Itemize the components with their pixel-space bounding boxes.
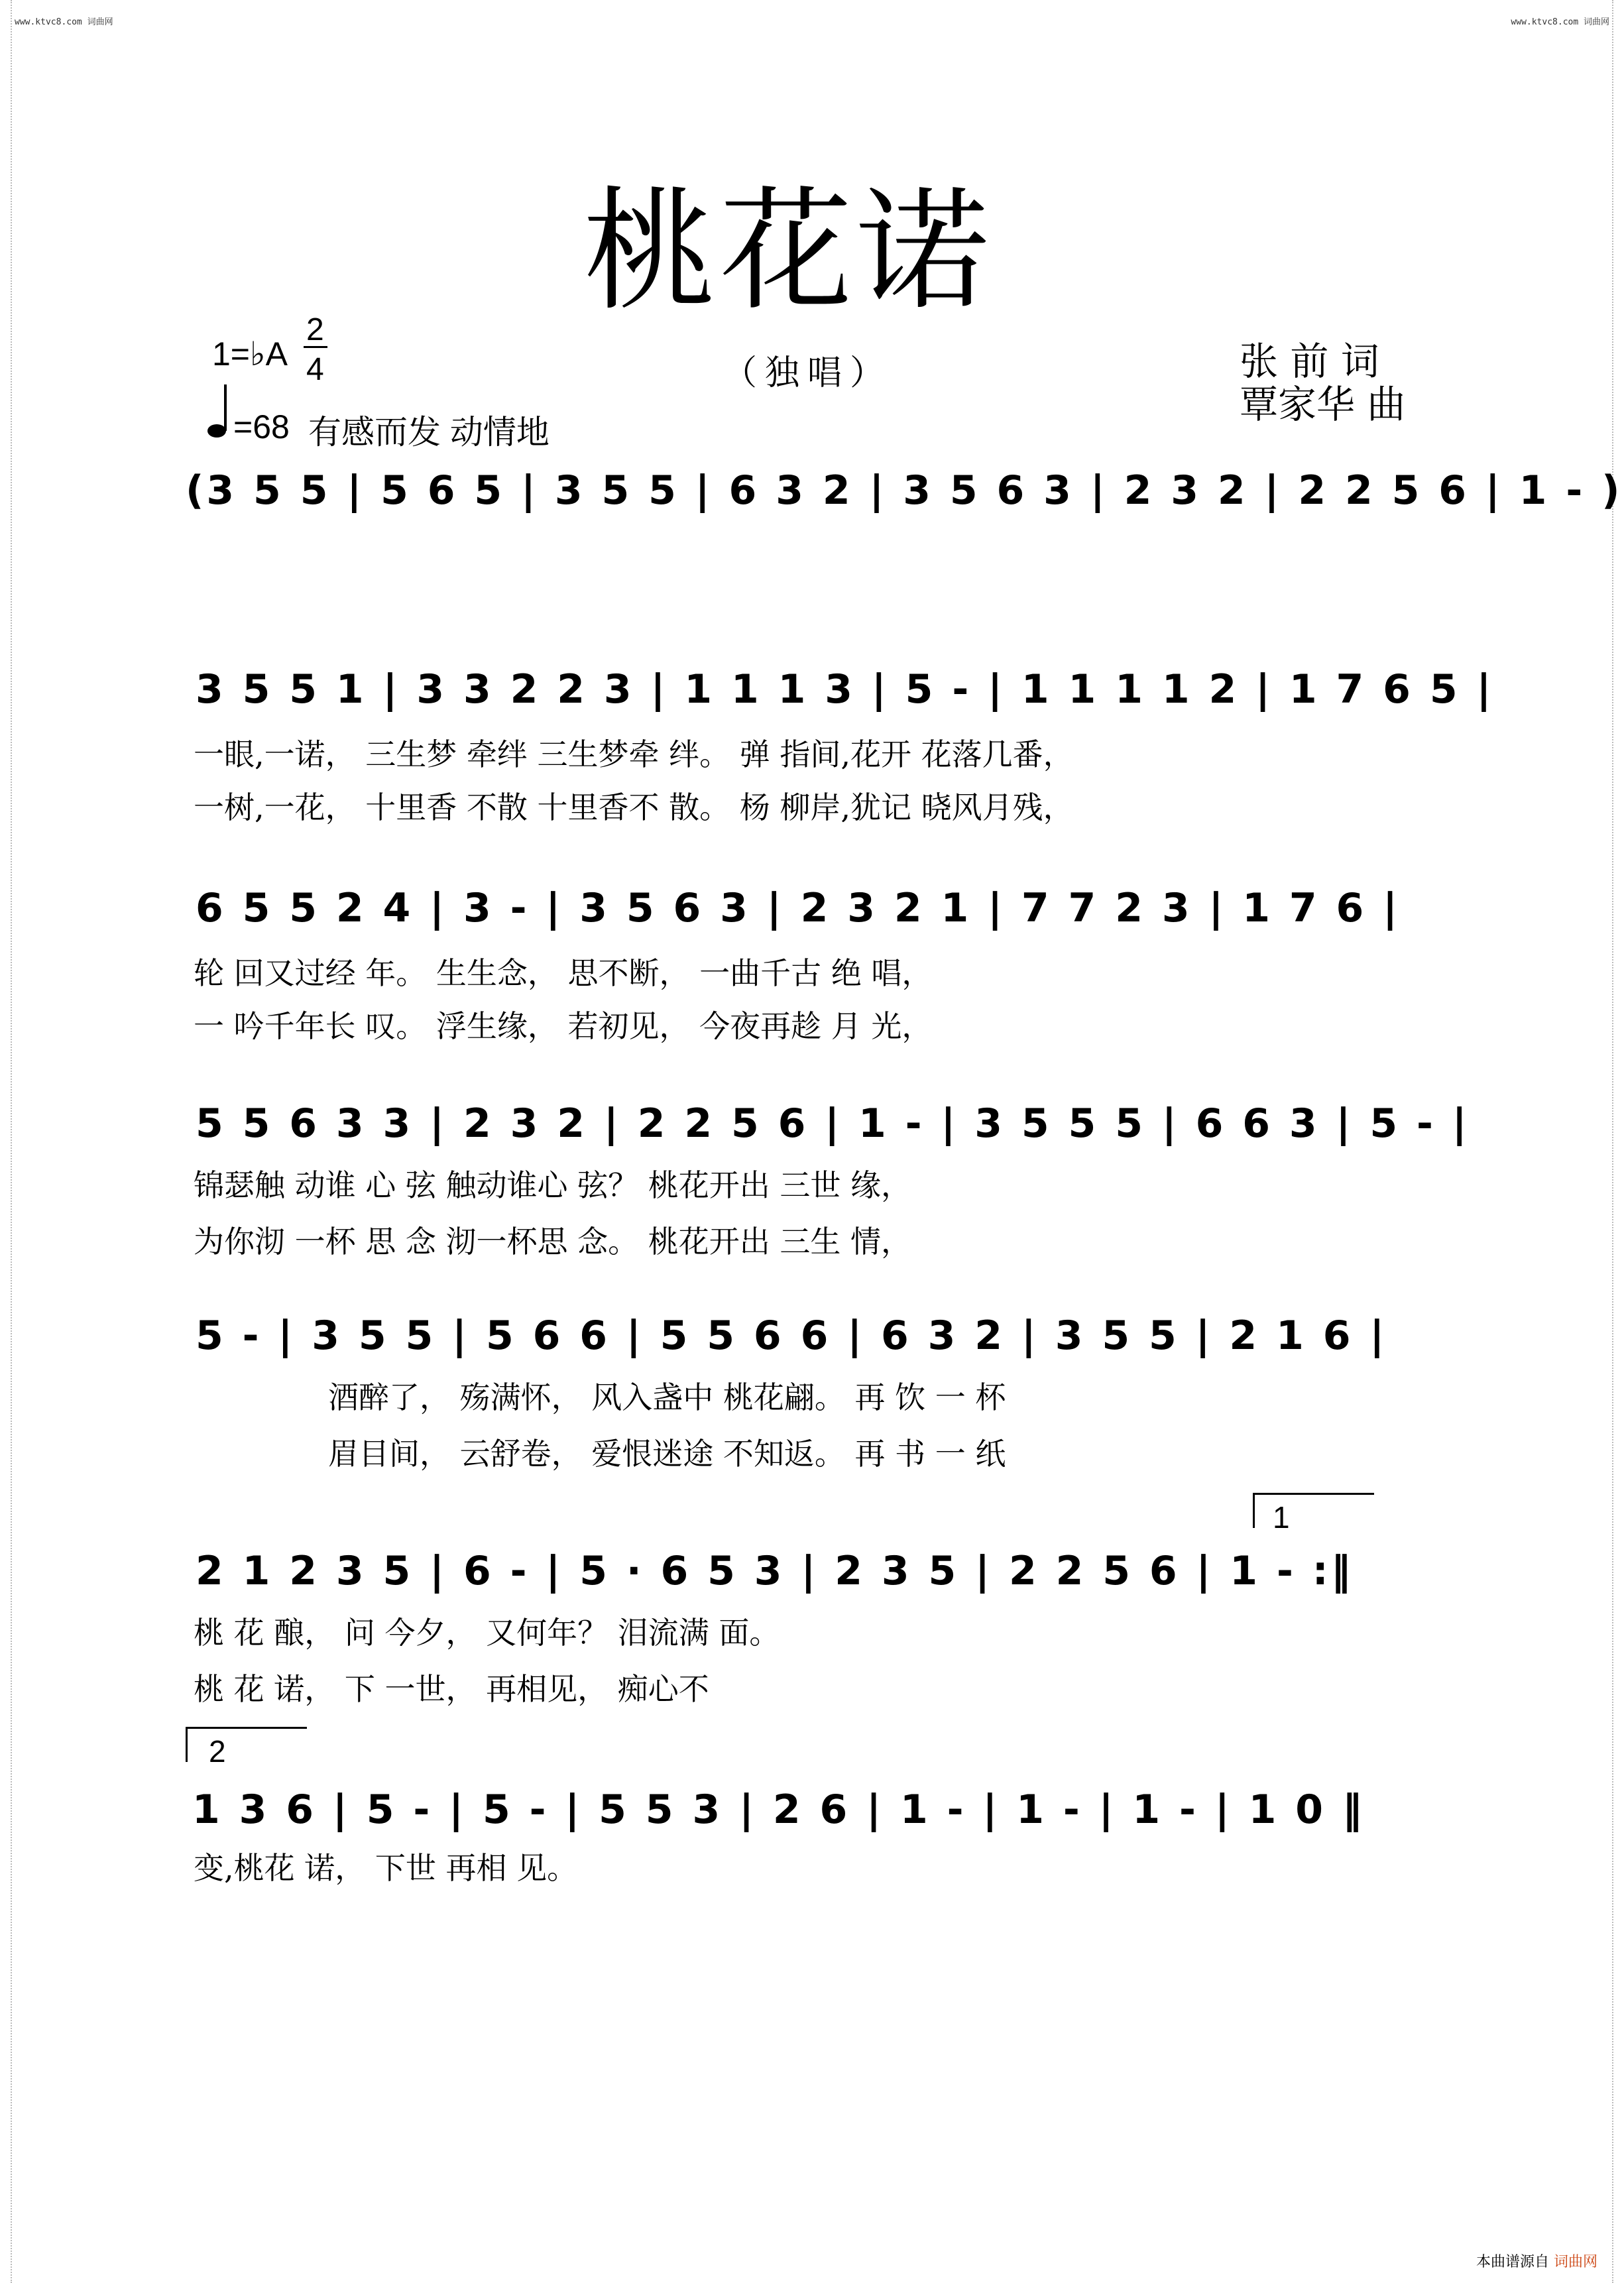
composer-credit: 覃家华 曲	[1240, 382, 1406, 427]
notation-line-3: 5 5 6 3 3 | 2 3 2 | 2 2 5 6 | 1 - | 3 5 5 5 | 6 6 3 | 5 - |	[196, 1100, 1470, 1147]
quarter-note-icon	[207, 381, 233, 441]
lyricist-credit: 张 前 词	[1240, 339, 1379, 384]
left-margin-strip	[0, 0, 12, 2283]
song-subtitle: （独唱）	[723, 353, 893, 393]
lyrics-verse1-line-4: 酒醉了， 殇满怀， 风入盏中 桃花翩。 再 饮 一 杯	[328, 1379, 1006, 1415]
notation-line-4: 5 - | 3 5 5 | 5 6 6 | 5 5 6 6 | 6 3 2 | 3 5 5 | 2 1 6 |	[196, 1313, 1387, 1359]
volta-label-1: 1	[1273, 1500, 1290, 1535]
site-watermark-right: www.ktvc8.com 词曲网	[1511, 17, 1609, 27]
footer-brand: 词曲网	[1553, 2254, 1597, 2270]
lyrics-verse1-line-2: 轮 回又过经 年。 生生念， 思不断， 一曲千古 绝 唱，	[194, 955, 933, 991]
volta-label-2: 2	[209, 1734, 226, 1769]
lyrics-verse1-line-3: 锦瑟触 动谁 心 弦 触动谁心 弦？ 桃花开出 三世 缘，	[194, 1167, 911, 1203]
volta-bracket-1	[1253, 1493, 1374, 1528]
tempo-marking: =68	[233, 408, 290, 445]
lyrics-verse2-line-5: 桃 花 诺， 下 一世， 再相见， 痴心不	[194, 1671, 709, 1707]
lyrics-verse2-line-2: 一 吟千年长 叹。 浮生缘， 若初见， 今夜再趁 月 光，	[194, 1008, 933, 1044]
lyrics-verse1-line-6: 变,桃花 诺， 下世 再相 见。	[194, 1850, 578, 1886]
song-title: 桃花诺	[583, 174, 994, 329]
right-margin-strip	[1612, 0, 1624, 2283]
lyrics-verse1-line-1: 一眼,一诺， 三生梦 牵绊 三生梦牵 绊。 弹 指间,花开 花落几番，	[194, 736, 1074, 772]
volta-bracket-2	[186, 1727, 307, 1762]
lyrics-verse2-line-3: 为你沏 一杯 思 念 沏一杯思 念。 桃花开出 三生 情，	[194, 1224, 911, 1259]
notation-line-2: 6 5 5 2 4 | 3 - | 3 5 6 3 | 2 3 2 1 | 7 7 2 3 | 1 7 6 |	[196, 885, 1401, 931]
intro-notation-line: (3 5 5 | 5 6 5 | 3 5 5 | 6 3 2 | 3 5 6 3 | 2 3 2 | 2 2 5 6 | 1 - )	[186, 467, 1623, 514]
lyrics-verse1-line-5: 桃 花 酿， 问 今夕， 又何年？ 泪流满 面。	[194, 1615, 780, 1651]
notation-line-6: 1 3 6 | 5 - | 5 - | 5 5 3 | 2 6 | 1 - | 1 - | 1 - | 1 0 ‖	[192, 1786, 1365, 1833]
notation-line-5: 2 1 2 3 5 | 6 - | 5 · 6 5 3 | 2 3 5 | 2 2 5 6 | 1 - :‖	[196, 1548, 1354, 1594]
lyrics-verse2-line-1: 一树,一花， 十里香 不散 十里香不 散。 杨 柳岸,犹记 晓风月残，	[194, 790, 1074, 825]
footer-source-text: 本曲谱源自	[1476, 2254, 1549, 2270]
notation-line-1: 3 5 5 1 | 3 3 2 2 3 | 1 1 1 3 | 5 - | 1 1 1 1 2 | 1 7 6 5 |	[196, 666, 1494, 713]
footer-credit	[1476, 2251, 1597, 2271]
site-watermark-left: www.ktvc8.com 词曲网	[15, 17, 113, 27]
key-signature: 1=♭A	[212, 335, 288, 373]
time-signature-bar	[304, 346, 327, 348]
time-signature-bottom: 4	[306, 352, 324, 387]
time-signature-top: 2	[306, 312, 324, 347]
lyrics-verse2-line-4: 眉目间， 云舒卷， 爱恨迷途 不知返。 再 书 一 纸	[328, 1436, 1006, 1472]
expression-marking: 有感而发 动情地	[308, 414, 550, 451]
